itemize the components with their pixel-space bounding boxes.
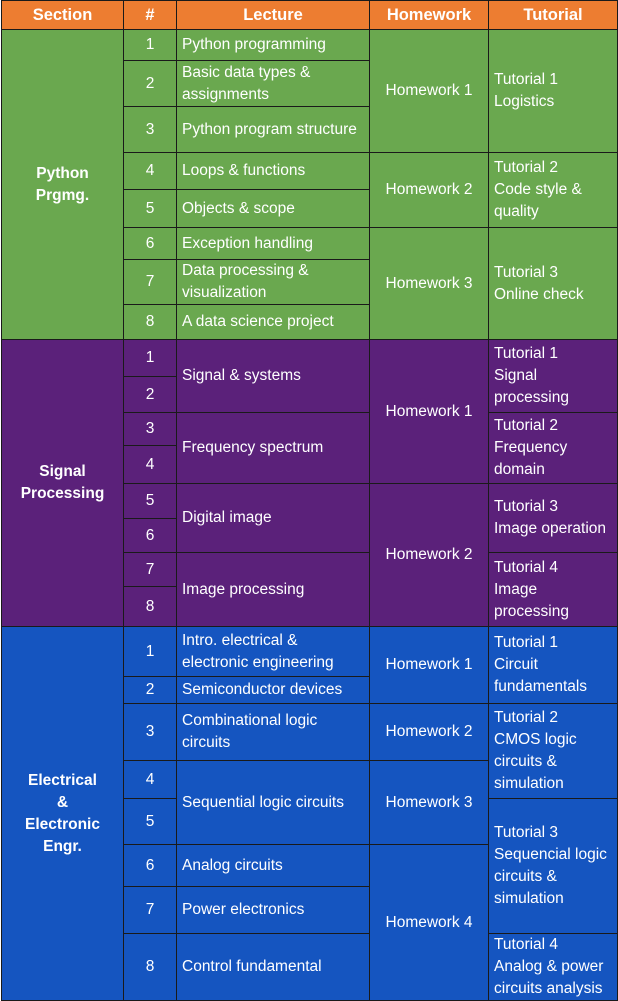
lecture-title: A data science project: [177, 305, 370, 340]
lecture-number: 1: [124, 627, 177, 677]
header-tutorial: Tutorial: [489, 1, 618, 30]
tutorial-cell: Tutorial 4 Image processing: [489, 553, 618, 627]
lecture-title: Combinational logic circuits: [177, 704, 370, 761]
section-label: Electrical & Electronic Engr.: [25, 771, 100, 855]
tutorial-cell: Tutorial 2 CMOS logic circuits & simulation: [489, 704, 618, 799]
homework-cell: Homework 3: [370, 228, 489, 340]
tutorial-cell: Tutorial 3 Image operation: [489, 484, 618, 553]
lecture-number: 3: [124, 107, 177, 153]
header-num: #: [124, 1, 177, 30]
lecture-title: Objects & scope: [177, 190, 370, 228]
lecture-number: 8: [124, 934, 177, 1001]
tutorial-cell: Tutorial 2 Frequency domain: [489, 413, 618, 484]
lecture-number: 7: [124, 887, 177, 934]
lecture-title: Control fundamental: [177, 934, 370, 1001]
section-signal-processing: [2, 340, 124, 627]
course-schedule-table: [1, 0, 618, 1001]
header-homework: Homework: [370, 1, 489, 30]
lecture-number: 2: [124, 677, 177, 704]
lecture-number: 7: [124, 260, 177, 305]
homework-cell: Homework 2: [370, 484, 489, 627]
lecture-number: 2: [124, 61, 177, 107]
lecture-title: Loops & functions: [177, 153, 370, 190]
lecture-title: Python program structure: [177, 107, 370, 153]
lecture-title: Digital image: [177, 484, 370, 553]
header-section: Section: [2, 1, 124, 30]
homework-cell: Homework 2: [370, 704, 489, 761]
lecture-number: 5: [124, 484, 177, 519]
tutorial-cell: Tutorial 1 Signal processing: [489, 340, 618, 413]
header-row: [2, 1, 618, 30]
homework-cell: Homework 1: [370, 30, 489, 153]
lecture-number: 1: [124, 30, 177, 61]
lecture-number: 3: [124, 413, 177, 446]
tutorial-cell: Tutorial 3 Online check: [489, 228, 618, 340]
table-row: [2, 30, 618, 61]
lecture-number: 1: [124, 340, 177, 377]
homework-cell: Homework 1: [370, 340, 489, 484]
lecture-title: Analog circuits: [177, 845, 370, 887]
lecture-number: 5: [124, 190, 177, 228]
homework-cell: Homework 1: [370, 627, 489, 704]
section-python: [2, 30, 124, 340]
lecture-number: 6: [124, 228, 177, 260]
tutorial-cell: Tutorial 2 Code style & quality: [489, 153, 618, 228]
lecture-title: Intro. electrical & electronic engineering: [177, 627, 370, 677]
lecture-number: 3: [124, 704, 177, 761]
lecture-number: 2: [124, 377, 177, 413]
lecture-number: 6: [124, 519, 177, 553]
lecture-number: 5: [124, 799, 177, 845]
homework-cell: Homework 2: [370, 153, 489, 228]
section-label: Signal Processing: [20, 463, 105, 502]
lecture-title: Exception handling: [177, 228, 370, 260]
lecture-title: Python programming: [177, 30, 370, 61]
lecture-number: 7: [124, 553, 177, 587]
table-row: [2, 340, 618, 377]
lecture-title: Image processing: [177, 553, 370, 627]
tutorial-cell: Tutorial 1 Logistics: [489, 30, 618, 153]
lecture-number: 4: [124, 446, 177, 484]
lecture-number: 8: [124, 587, 177, 627]
lecture-number: 4: [124, 761, 177, 799]
lecture-number: 6: [124, 845, 177, 887]
lecture-title: Frequency spectrum: [177, 413, 370, 484]
section-label: Python Prgmg.: [35, 164, 90, 204]
tutorial-cell: Tutorial 3 Sequencial logic circuits & simulation: [489, 799, 618, 934]
lecture-number: 8: [124, 305, 177, 340]
lecture-title: Basic data types & assignments: [177, 61, 370, 107]
lecture-number: 4: [124, 153, 177, 190]
lecture-title: Signal & systems: [177, 340, 370, 413]
header-lecture: Lecture: [177, 1, 370, 30]
lecture-title: Sequential logic circuits: [177, 761, 370, 845]
lecture-title: Data processing & visualization: [177, 260, 370, 305]
tutorial-cell: Tutorial 1 Circuit fundamentals: [489, 627, 618, 704]
section-electrical-electronic: [2, 627, 124, 1001]
table-row: [2, 627, 618, 677]
lecture-title: Power electronics: [177, 887, 370, 934]
homework-cell: Homework 3: [370, 761, 489, 845]
tutorial-cell: Tutorial 4 Analog & power circuits analysis: [489, 934, 618, 1001]
homework-cell: Homework 4: [370, 845, 489, 1001]
lecture-title: Semiconductor devices: [177, 677, 370, 704]
